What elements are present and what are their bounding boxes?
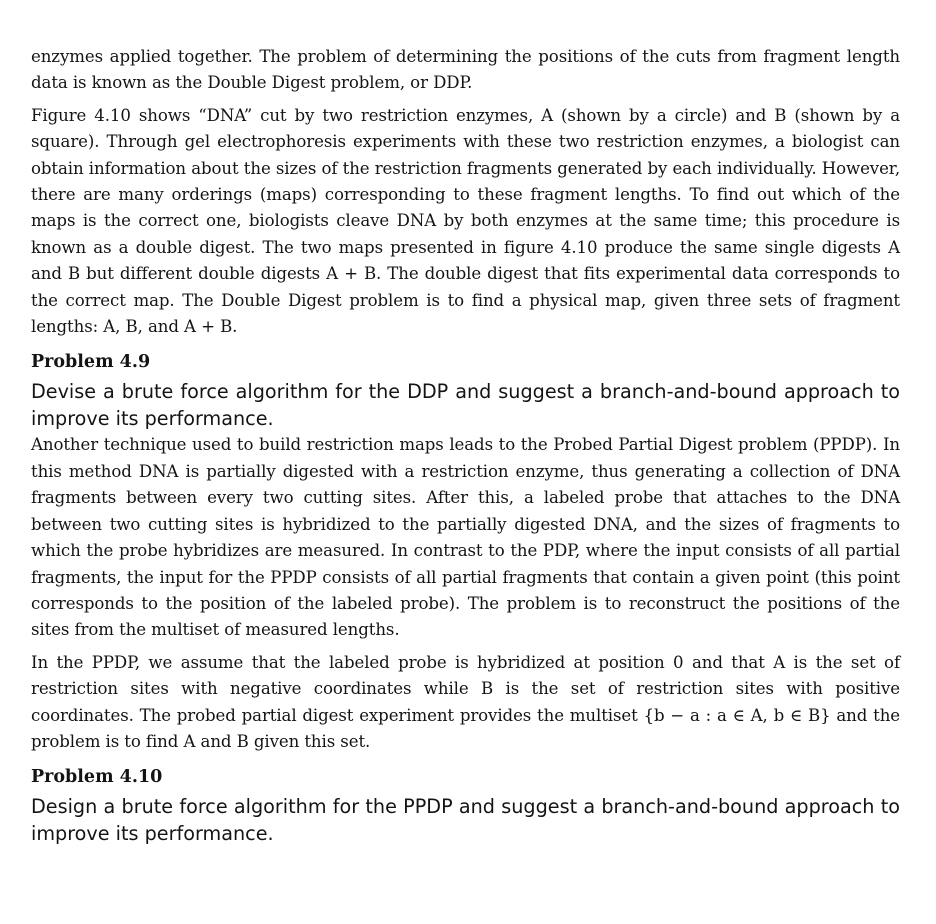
paragraph-ppdp-definition: In the PPDP, we assume that the labeled probe is hybridized at position 0 and that A is the set of restriction sites with negative coordinates while B is the set of restriction sites with positive coordinates. The probed partial digest experiment provides the multiset {b − a : a ∈ A, b ∈ B} and the problem is to find A and B given this set. — [31, 652, 900, 751]
paragraph-double-digest-intro: enzymes applied together. The problem of determining the positions of the cuts from fragment length data is known as the Double Digest problem, or DDP. — [31, 47, 900, 93]
paragraph-ppdp-intro: Another technique used to build restriction maps leads to the Probed Partial Digest problem (PPDP). In this method DNA is partially digested with a restriction enzyme, thus generating a collection of DNA fragments between every two cutting sites. After this, a labeled probe that attaches to the DNA between two cutting sites is hybridized to the partially digested DNA, and the sizes of fragments to which the probe hybridizes are measured. In contrast to the PDP, where the input consists of all partial fragments, the input for the PPDP consists of all partial fragments that contain a given point (this point corresponds to the position of the labeled probe). The problem is to reconstruct the positions of the sites from the multiset of measured lengths. — [31, 435, 900, 640]
problem-4-10-heading: Problem 4.10 — [31, 767, 163, 788]
problem-4-9-heading: Problem 4.9 — [31, 352, 151, 373]
paragraph-figure-4-10: Figure 4.10 shows “DNA” cut by two restriction enzymes, A (shown by a circle) and B (shown by a square). Through gel electrophoresis experiments with these two restriction enzymes, a biologist can obtain information about the sizes of the restriction fragments generated by each individually. However, there are many orderings (maps) corresponding to these fragment lengths. To find out which of the maps is the correct one, biologists cleave DNA by both enzymes at the same time; this procedure is known as a double digest. The two maps presented in figure 4.10 produce the same single digests A and B but different double digests A + B. The double digest that fits experimental data corresponds to the correct map. The Double Digest problem is to find a physical map, given three sets of fragment lengths: A, B, and A + B. — [31, 105, 900, 337]
problem-4-10-text: Design a brute force algorithm for the PPDP and suggest a branch-and-bound approach to improve its performance. — [31, 795, 900, 846]
problem-4-9-text: Devise a brute force algorithm for the DDP and suggest a branch-and-bound approach to improve its performance. — [31, 380, 900, 431]
